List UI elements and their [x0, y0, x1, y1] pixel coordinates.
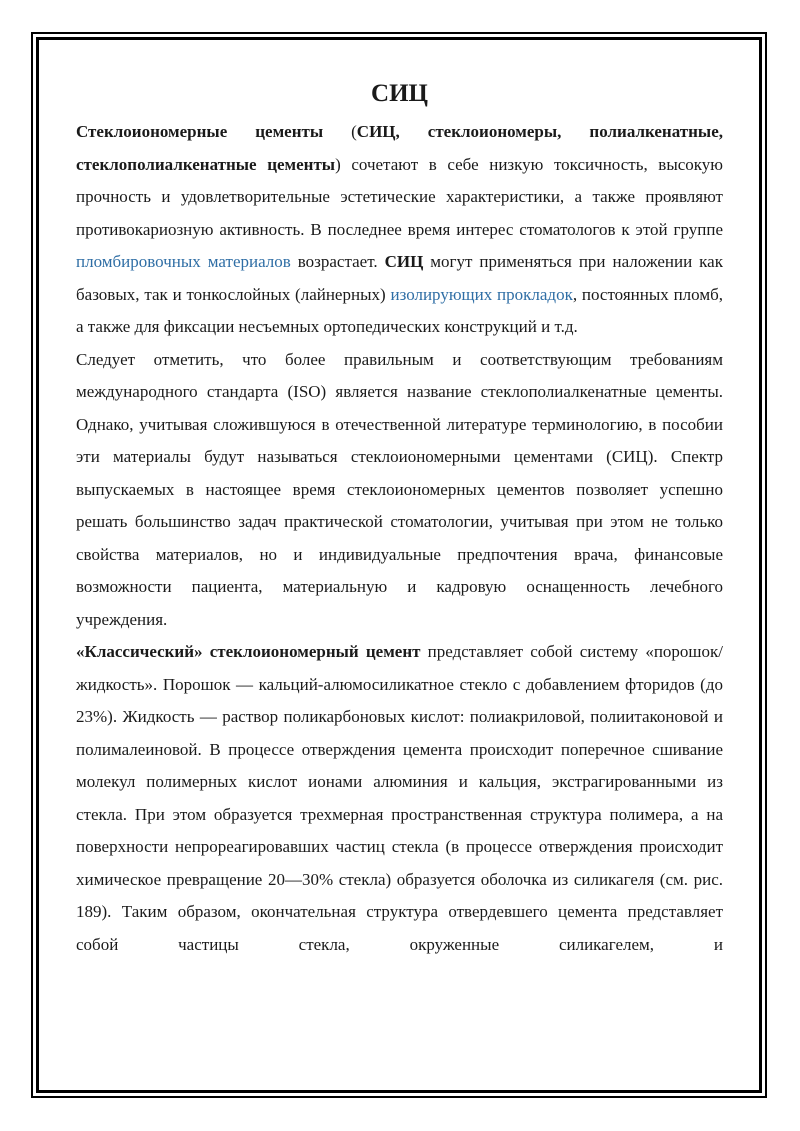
abbr-sic-bold: СИЦ — [384, 252, 424, 271]
link-filling-materials[interactable]: пломбировочных материалов — [76, 252, 291, 271]
synonyms-bold: СИЦ, стеклоиономеры, полиалкенатные, стеклополиалкенатные цементы — [76, 122, 723, 174]
paragraph-intro: Стеклоиономерные цементы (СИЦ, стеклоиономеры, полиалкенатные, стеклополиалкенатные цементы) сочетают в себе низкую токсичность, высокую прочность и удовлетворительные эстетические характеристики, а также проявляют противокариозную активность. В последнее время интерес стоматологов к этой группе пломбировочных материалов возрастает. СИЦ могут применяться при наложении как базовых, так и тонкослойных (лайнерных) изолирующих прокладок, постоянных пломб, а также для фиксации несъемных ортопедических конструкций и т.д. — [76, 122, 724, 336]
paragraph-classic-cement: «Классический» стеклоиономерный цемент представляет собой систему «порошок/жидкость». Порошок — кальций-алюмосиликатное стекло с добавлением фторидов (до 23%). Жидкость — раствор поликарбоновых кислот: полиакриловой, полиитаконовой и полималеиновой. В процессе отверждения цемента происходит поперечное сшивание молекул полимерных кислот ионами алюминия и кальция, экстрагированными из стекла. При этом образуется трехмерная пространственная структура полимера, а на поверхности непрореагировавших частиц стекла (в процессе отверждения происходит химическое превращение 20—30% стекла) образуется оболочка из силикагеля (см. рис. 189). Таким образом, окончательная структура отвердевшего цемента представляет собой частицы стекла, окруженные силикагелем, и — [76, 642, 723, 954]
document-body — [76, 74, 723, 961]
term-sic-bold: Стеклоиономерные цементы — [76, 122, 324, 141]
classic-cement-bold: «Классический» стеклоиономерный цемент — [76, 642, 421, 661]
paragraph-iso-standard: Следует отметить, что более правильным и соответствующим требованиям международного стандарта (ISO) является название стеклополиалкенатные цементы. Однако, учитывая сложившуюся в отечественной литературе терминологию, в пособии эти материалы будут называться стеклоиономерными цементами (СИЦ). Спектр выпускаемых в настоящее время стеклоиономерных цементов позволяет успешно решать большинство задач практической стоматологии, учитывая при этом не только свойства материалов, но и индивидуальные предпочтения врача, финансовые возможности пациента, материальную и кадровую оснащенность лечебного учреждения. — [76, 349, 723, 629]
document-title: СИЦ — [371, 80, 428, 107]
link-insulating-liners[interactable]: изолирующих прокладок — [390, 284, 573, 304]
